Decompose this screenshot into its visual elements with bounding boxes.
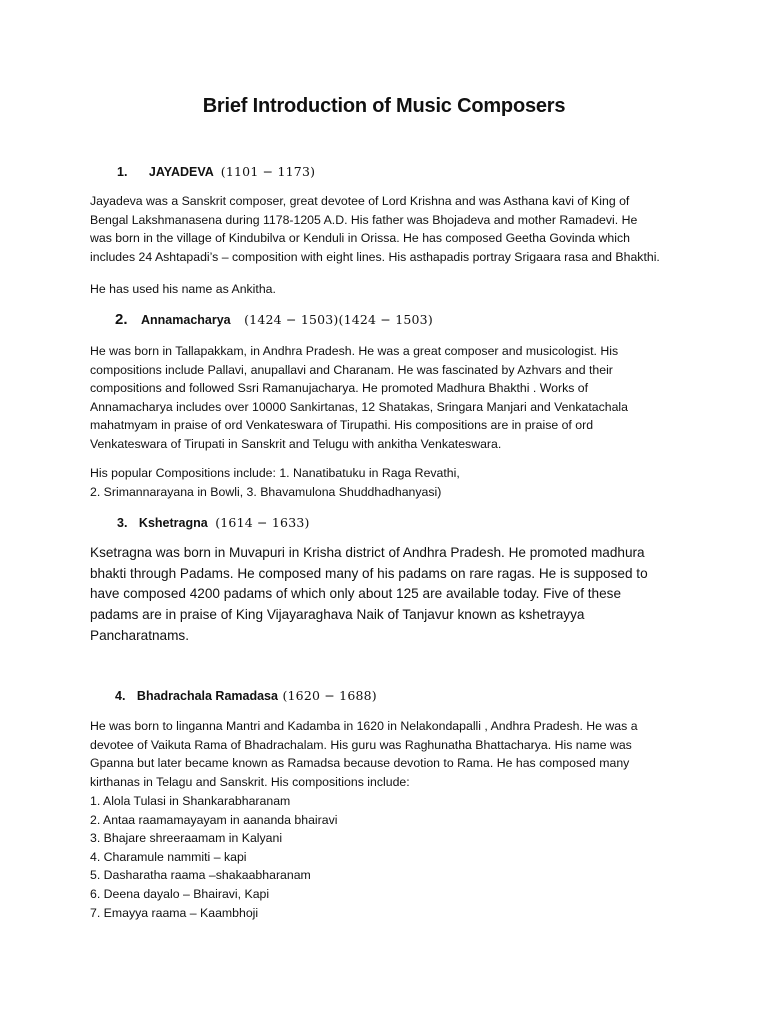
- paragraph-line: He has used his name as Ankitha.: [90, 282, 276, 296]
- paragraph-line: kirthanas in Telagu and Sanskrit. His compositions include:: [90, 774, 410, 789]
- section-1-dates: (1101 − 1173): [220, 164, 316, 179]
- section-3-name: Kshetragna: [138, 516, 208, 530]
- paragraph-line: Gpanna but later became known as Ramadsa because devotion to Rama. He has composed many: [90, 756, 630, 771]
- compositions-list: [90, 792, 337, 922]
- paragraph-line: Jayadeva was a Sanskrit composer, great devotee of Lord Krishna and was Asthana kavi of King of: [90, 194, 630, 208]
- paragraph-line: Venkateswara of Tirupati in Sanskrit and Telugu with ankitha Venkateswara.: [90, 436, 502, 451]
- list-item: 7. Emayya raama – Kaambhoji: [90, 905, 259, 920]
- paragraph-line: bhakti through Padams. He composed many of his padams on rare ragas. He is supposed to: [90, 565, 648, 581]
- paragraph-line: He was born in Tallapakkam, in Andhra Pradesh. He was a great composer and musicologist. His: [90, 344, 619, 358]
- section-2-name: Annamacharya: [141, 313, 231, 327]
- paragraph-line: He was born to linganna Mantri and Kadamba in 1620 in Nelakondapalli , Andhra Pradesh. He was a: [90, 719, 638, 733]
- paragraph-line: mahatmyam in praise of ord Venkateswara of Tirupathi. His compositions are in praise of ord: [90, 418, 594, 433]
- section-1-heading: [117, 164, 315, 179]
- section-1-name: JAYADEVA: [148, 165, 214, 179]
- section-2-dates: (1424 − 1503)(1424 − 1503): [244, 312, 433, 327]
- section-2-number: 2.: [115, 311, 128, 328]
- paragraph-line: includes 24 Ashtapadi’s – composition with eight lines. His asthapadis portray Srigaara rasa and Bhakthi.: [90, 249, 660, 264]
- section-1-number: 1.: [117, 165, 128, 179]
- paragraph-line: Pancharatnams.: [90, 627, 189, 643]
- list-item: 4. Charamule nammiti – kapi: [90, 849, 247, 864]
- section-4-number: 4.: [115, 689, 126, 703]
- paragraph-line: His popular Compositions include: 1. Nanatibatuku in Raga Revathi,: [90, 466, 460, 480]
- paragraph-line: padams are in praise of King Vijayaraghava Naik of Tanjavur known as kshetrayya: [90, 607, 585, 623]
- section-4-heading: [115, 688, 377, 703]
- paragraph-line: Bengal Lakshmanasena during 1178-1205 A.D. His father was Bhojadeva and mother Ramadevi. He: [90, 212, 638, 227]
- paragraph-line: was born in the village of Kindubilva or Kenduli in Orissa. He has composed Geetha Govinda which: [90, 231, 630, 246]
- paragraph-line: compositions include Pallavi, anupallavi and Charanam. He was fascinated by Azhvars and their: [90, 362, 613, 377]
- page-title: Brief Introduction of Music Composers: [202, 95, 566, 117]
- section-3-dates: (1614 − 1633): [215, 515, 310, 530]
- section-4-dates: (1620 − 1688): [282, 688, 377, 703]
- paragraph-line: devotee of Vaikuta Rama of Bhadrachalam. His guru was Raghunatha Bhattacharya. His name was: [90, 737, 632, 752]
- list-item: 3. Bhajare shreeraamam in Kalyani: [90, 831, 283, 846]
- section-2-paragraph-1: [90, 342, 690, 454]
- section-3-number: 3.: [117, 516, 128, 530]
- section-4-name: Bhadrachala Ramadasa: [136, 689, 278, 703]
- list-item: 6. Deena dayalo – Bhairavi, Kapi: [90, 886, 270, 901]
- paragraph-line: have composed 4200 padams of which only about 125 are available today. Five of these: [90, 586, 621, 602]
- list-item: 2. Antaa raamamayayam in aananda bhairavi: [90, 812, 338, 827]
- section-4-paragraph-1: [90, 717, 690, 791]
- paragraph-line: Annamacharya includes over 10000 Sankirtanas, 12 Shatakas, Sringara Manjari and Venkatachala: [90, 399, 628, 414]
- section-2-heading: [115, 311, 433, 328]
- list-item: 1. Alola Tulasi in Shankarabharanam: [90, 794, 291, 808]
- section-1-paragraph-1: [90, 192, 690, 266]
- list-item: 5. Dasharatha raama –shakaabharanam: [90, 868, 311, 883]
- section-1-paragraph-2: [90, 280, 690, 299]
- paragraph-line: 2. Srimannarayana in Bowli, 3. Bhavamulona Shuddhadhanyasi): [90, 484, 442, 499]
- section-3-paragraph-1: [90, 543, 690, 647]
- paragraph-line: compositions and followed Ssri Ramanujacharya. He promoted Madhura Bhakthi . Works of: [90, 381, 589, 396]
- section-3-heading: [117, 515, 310, 530]
- section-2-paragraph-2: [90, 464, 690, 501]
- paragraph-line: Ksetragna was born in Muvapuri in Krisha district of Andhra Pradesh. He promoted madhura: [90, 545, 645, 560]
